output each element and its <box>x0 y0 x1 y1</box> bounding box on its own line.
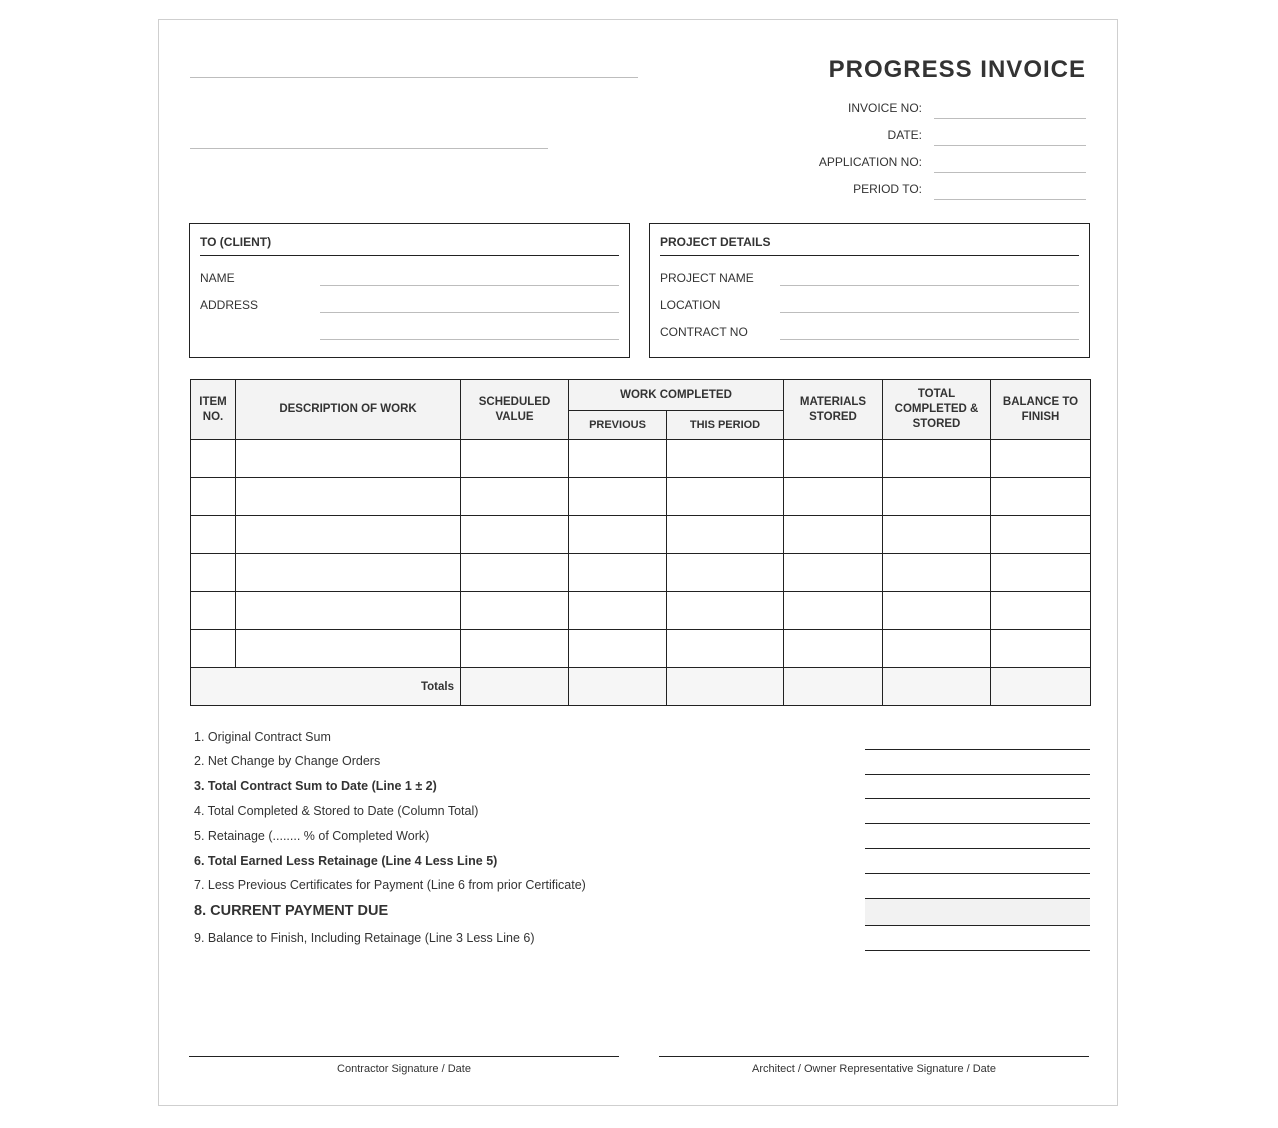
cell[interactable] <box>569 440 667 478</box>
cell[interactable] <box>236 440 461 478</box>
cell[interactable] <box>883 592 991 630</box>
client-box-title: TO (CLIENT) <box>200 235 272 249</box>
summary-line-5: 5. Retainage (........ % of Completed Work) <box>194 829 430 843</box>
cell[interactable] <box>569 516 667 554</box>
client-address-label: ADDRESS <box>200 298 259 312</box>
table-row <box>191 478 1091 516</box>
cell[interactable] <box>461 478 569 516</box>
contract-no-field[interactable] <box>780 339 1079 340</box>
cell[interactable] <box>569 478 667 516</box>
current-payment-field[interactable] <box>865 899 1090 925</box>
col-materials-stored: MATERIALS STORED <box>784 380 883 440</box>
period-to-label: PERIOD TO: <box>853 182 922 196</box>
cell[interactable] <box>667 516 784 554</box>
work-table <box>190 379 1091 706</box>
col-work-completed: WORK COMPLETED <box>569 380 784 411</box>
totals-cell[interactable] <box>461 668 569 706</box>
table-body <box>191 440 1091 706</box>
project-name-field[interactable] <box>780 285 1079 286</box>
location-label: LOCATION <box>660 298 721 312</box>
totals-row <box>191 668 1091 706</box>
cell[interactable] <box>667 478 784 516</box>
cell[interactable] <box>461 554 569 592</box>
client-address-field-2[interactable] <box>320 339 619 340</box>
table-row <box>191 592 1091 630</box>
cell[interactable] <box>991 440 1091 478</box>
client-box <box>189 223 630 358</box>
amount-field-6[interactable] <box>865 873 1090 874</box>
summary-line-4: 4. Total Completed & Stored to Date (Column Total) <box>194 804 479 818</box>
cell[interactable] <box>461 516 569 554</box>
divider <box>660 255 1079 256</box>
project-box <box>649 223 1090 358</box>
cell[interactable] <box>191 440 236 478</box>
location-field[interactable] <box>780 312 1079 313</box>
client-address-field[interactable] <box>320 312 619 313</box>
amount-field-1[interactable] <box>865 749 1090 750</box>
cell[interactable] <box>883 630 991 668</box>
architect-signature-line[interactable] <box>659 1056 1089 1057</box>
cell[interactable] <box>883 478 991 516</box>
summary-line-2: 2. Net Change by Change Orders <box>194 754 381 768</box>
col-balance: BALANCE TO FINISH <box>991 380 1091 440</box>
totals-cell[interactable] <box>883 668 991 706</box>
page-title: PROGRESS INVOICE <box>828 56 1086 83</box>
cell[interactable] <box>784 630 883 668</box>
cell[interactable] <box>191 554 236 592</box>
cell[interactable] <box>461 630 569 668</box>
cell[interactable] <box>667 592 784 630</box>
table-row <box>191 440 1091 478</box>
cell[interactable] <box>461 592 569 630</box>
amount-field-9[interactable] <box>865 950 1090 951</box>
client-name-field[interactable] <box>320 285 619 286</box>
architect-signature-label: Architect / Owner Representative Signature / Date <box>752 1063 996 1075</box>
col-description: DESCRIPTION OF WORK <box>236 380 461 440</box>
totals-cell[interactable] <box>667 668 784 706</box>
project-box-title: PROJECT DETAILS <box>660 235 771 249</box>
amount-field-2[interactable] <box>865 774 1090 775</box>
cell[interactable] <box>191 630 236 668</box>
cell[interactable] <box>667 630 784 668</box>
table-row <box>191 554 1091 592</box>
cell[interactable] <box>784 592 883 630</box>
cell[interactable] <box>991 592 1091 630</box>
summary-line-7: 7. Less Previous Certificates for Payment (Line 6 from prior Certificate) <box>194 878 586 892</box>
date-label: DATE: <box>887 128 922 142</box>
summary-line-6: 6. Total Earned Less Retainage (Line 4 Less Line 5) <box>194 854 498 868</box>
summary-line-8: 8. CURRENT PAYMENT DUE <box>194 903 389 919</box>
amount-field-7[interactable] <box>865 898 1090 899</box>
contractor-signature-line[interactable] <box>189 1056 619 1057</box>
totals-cell[interactable] <box>784 668 883 706</box>
contractor-signature-label: Contractor Signature / Date <box>337 1063 471 1075</box>
client-name-label: NAME <box>200 271 235 285</box>
invoice-page <box>158 19 1118 1106</box>
summary-line-1: 1. Original Contract Sum <box>194 730 331 744</box>
totals-cell[interactable] <box>569 668 667 706</box>
cell[interactable] <box>236 516 461 554</box>
cell[interactable] <box>883 440 991 478</box>
cell[interactable] <box>784 516 883 554</box>
cell[interactable] <box>784 478 883 516</box>
cell[interactable] <box>883 516 991 554</box>
cell[interactable] <box>667 554 784 592</box>
col-previous: PREVIOUS <box>569 411 667 440</box>
divider <box>200 255 619 256</box>
company-address-line[interactable] <box>190 148 548 149</box>
date-field[interactable] <box>934 145 1086 146</box>
col-total-completed: TOTAL COMPLETED & STORED <box>883 380 991 440</box>
cell[interactable] <box>191 592 236 630</box>
amount-field-3[interactable] <box>865 798 1090 799</box>
cell[interactable] <box>461 440 569 478</box>
cell[interactable] <box>991 516 1091 554</box>
col-scheduled-value: SCHEDULED VALUE <box>461 380 569 440</box>
cell[interactable] <box>191 516 236 554</box>
cell[interactable] <box>784 554 883 592</box>
cell[interactable] <box>991 554 1091 592</box>
cell[interactable] <box>236 554 461 592</box>
application-no-field[interactable] <box>934 172 1086 173</box>
amount-field-4[interactable] <box>865 823 1090 824</box>
cell[interactable] <box>236 592 461 630</box>
cell[interactable] <box>991 478 1091 516</box>
amount-field-8[interactable] <box>865 925 1090 926</box>
cell[interactable] <box>569 630 667 668</box>
company-name-line[interactable] <box>190 77 638 78</box>
invoice-no-field[interactable] <box>934 118 1086 119</box>
summary-line-3: 3. Total Contract Sum to Date (Line 1 ± 2) <box>194 779 437 793</box>
cell[interactable] <box>191 478 236 516</box>
cell[interactable] <box>883 554 991 592</box>
invoice-no-label: INVOICE NO: <box>847 101 922 115</box>
cell[interactable] <box>236 478 461 516</box>
cell[interactable] <box>991 630 1091 668</box>
amount-field-5[interactable] <box>865 848 1090 849</box>
cell[interactable] <box>569 554 667 592</box>
contract-no-label: CONTRACT NO <box>660 325 748 339</box>
cell[interactable] <box>784 440 883 478</box>
period-to-field[interactable] <box>934 199 1086 200</box>
cell[interactable] <box>569 592 667 630</box>
table-row <box>191 516 1091 554</box>
table-row <box>191 630 1091 668</box>
cell[interactable] <box>236 630 461 668</box>
col-this-period: THIS PERIOD <box>667 411 784 440</box>
project-name-label: PROJECT NAME <box>660 271 754 285</box>
cell[interactable] <box>667 440 784 478</box>
col-item-no: ITEM NO. <box>191 380 236 440</box>
summary-line-9: 9. Balance to Finish, Including Retainage (Line 3 Less Line 6) <box>194 931 535 945</box>
application-no-label: APPLICATION NO: <box>818 155 922 169</box>
totals-cell[interactable] <box>991 668 1091 706</box>
totals-label: Totals <box>191 668 461 706</box>
